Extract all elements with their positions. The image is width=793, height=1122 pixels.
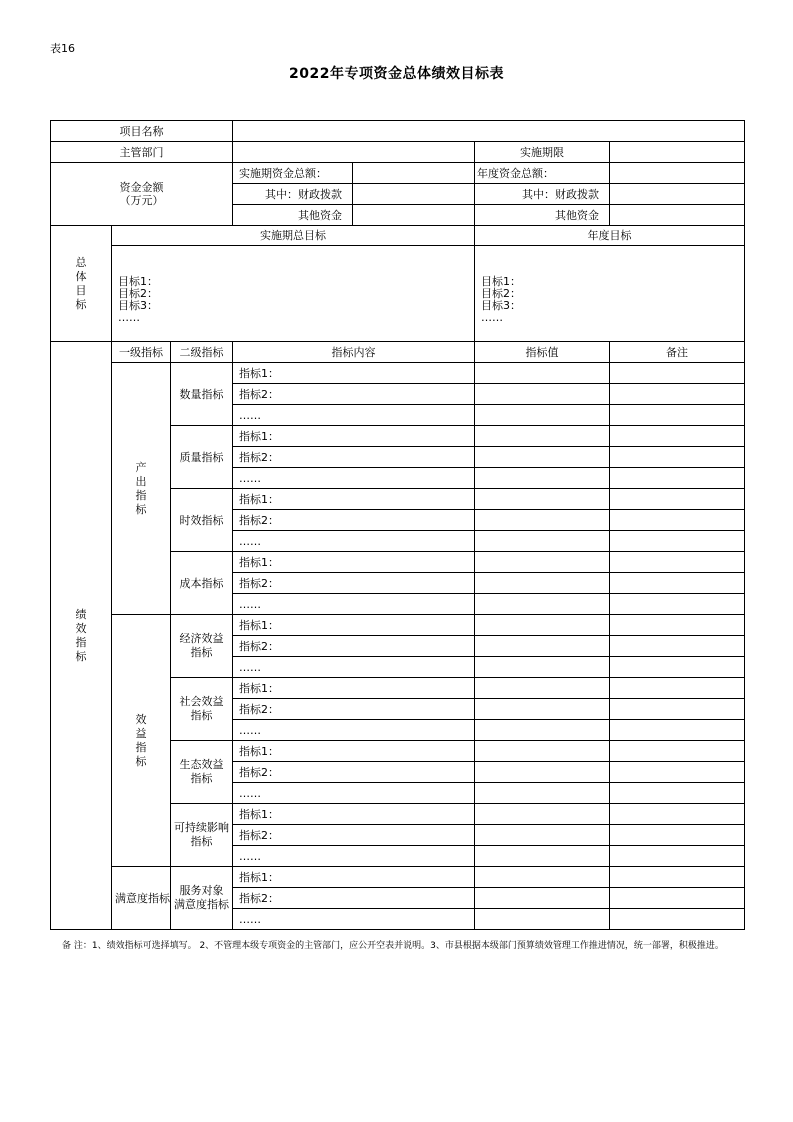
fund-amount-label: 资金金额 （万元） <box>51 163 233 226</box>
service-satisfaction-label: 服务对象 满意度指标 <box>171 867 233 930</box>
indicator-remark[interactable] <box>610 846 745 867</box>
indicator-remark[interactable] <box>610 678 745 699</box>
period-other-label: 其他资金 <box>233 205 353 226</box>
indicator-remark[interactable] <box>610 510 745 531</box>
col-level2: 二级指标 <box>171 342 233 363</box>
period-fiscal-value[interactable] <box>353 184 475 205</box>
project-name-value[interactable] <box>233 121 745 142</box>
indicator-remark[interactable] <box>610 909 745 930</box>
indicator-item[interactable]: 指标2： <box>233 888 475 909</box>
indicator-value[interactable] <box>475 909 610 930</box>
page-title: 2022年专项资金总体绩效目标表 <box>289 66 504 82</box>
indicator-item[interactable]: …… <box>233 783 475 804</box>
year-fiscal-value[interactable] <box>610 184 745 205</box>
indicator-item[interactable]: 指标1： <box>233 426 475 447</box>
cost-indicator-label: 成本指标 <box>171 552 233 615</box>
indicator-value[interactable] <box>475 720 610 741</box>
satisfaction-indicator-label: 满意度指标 <box>112 867 171 930</box>
indicator-item[interactable]: …… <box>233 594 475 615</box>
indicator-remark[interactable] <box>610 804 745 825</box>
indicator-item[interactable]: 指标2： <box>233 636 475 657</box>
indicator-remark[interactable] <box>610 720 745 741</box>
indicator-remark[interactable] <box>610 636 745 657</box>
indicator-remark[interactable] <box>610 825 745 846</box>
indicator-remark[interactable] <box>610 783 745 804</box>
benefit-indicator-label: 效 益 指 标 <box>112 615 171 867</box>
indicator-item[interactable]: 指标1： <box>233 741 475 762</box>
project-name-label: 项目名称 <box>51 121 233 142</box>
indicator-value[interactable] <box>475 825 610 846</box>
period-fiscal-label: 其中：财政拨款 <box>233 184 353 205</box>
year-goal-content[interactable]: 目标1： 目标2： 目标3： …… <box>475 246 745 342</box>
indicator-remark[interactable] <box>610 405 745 426</box>
period-goal-content[interactable]: 目标1： 目标2： 目标3： …… <box>112 246 475 342</box>
indicator-item[interactable]: 指标2： <box>233 825 475 846</box>
indicator-remark[interactable] <box>610 699 745 720</box>
indicator-remark[interactable] <box>610 468 745 489</box>
indicator-item[interactable]: 指标2： <box>233 699 475 720</box>
indicator-item[interactable]: 指标1： <box>233 615 475 636</box>
indicator-item[interactable]: 指标2： <box>233 447 475 468</box>
year-goal-header: 年度目标 <box>475 226 745 246</box>
indicator-value[interactable] <box>475 783 610 804</box>
indicator-remark[interactable] <box>610 657 745 678</box>
indicator-item[interactable]: …… <box>233 846 475 867</box>
indicator-value[interactable] <box>475 636 610 657</box>
indicator-item[interactable]: …… <box>233 531 475 552</box>
indicator-value[interactable] <box>475 762 610 783</box>
indicator-item[interactable]: 指标1： <box>233 552 475 573</box>
indicator-item[interactable]: 指标2： <box>233 384 475 405</box>
indicator-value[interactable] <box>475 846 610 867</box>
indicator-remark[interactable] <box>610 531 745 552</box>
period-total-label: 实施期资金总额： <box>233 163 353 184</box>
period-goal-header: 实施期总目标 <box>112 226 475 246</box>
indicator-remark[interactable] <box>610 384 745 405</box>
quantity-indicator-label: 数量指标 <box>171 363 233 426</box>
year-other-label: 其他资金 <box>475 205 610 226</box>
period-label: 实施期限 <box>475 142 610 163</box>
indicator-value[interactable] <box>475 552 610 573</box>
indicator-value[interactable] <box>475 888 610 909</box>
ecological-benefit-label: 生态效益 指标 <box>171 741 233 804</box>
overall-goal-label: 总 体 目 标 <box>51 226 112 342</box>
indicator-remark[interactable] <box>610 573 745 594</box>
indicator-remark[interactable] <box>610 552 745 573</box>
col-content: 指标内容 <box>233 342 475 363</box>
indicator-value[interactable] <box>475 657 610 678</box>
indicator-item[interactable]: 指标2： <box>233 510 475 531</box>
indicator-value[interactable] <box>475 489 610 510</box>
indicator-remark[interactable] <box>610 426 745 447</box>
indicator-item[interactable]: 指标1： <box>233 363 475 384</box>
indicator-remark[interactable] <box>610 741 745 762</box>
indicator-value[interactable] <box>475 867 610 888</box>
period-value[interactable] <box>610 142 745 163</box>
indicator-value[interactable] <box>475 615 610 636</box>
indicator-value[interactable] <box>475 741 610 762</box>
indicator-value[interactable] <box>475 804 610 825</box>
col-level1: 一级指标 <box>112 342 171 363</box>
indicator-item[interactable]: …… <box>233 405 475 426</box>
year-total-value[interactable] <box>610 163 745 184</box>
quality-indicator-label: 质量指标 <box>171 426 233 489</box>
indicator-item[interactable]: 指标1： <box>233 489 475 510</box>
indicator-item[interactable]: 指标1： <box>233 678 475 699</box>
indicator-value[interactable] <box>475 426 610 447</box>
social-benefit-label: 社会效益 指标 <box>171 678 233 741</box>
performance-goal-table <box>50 120 745 930</box>
indicator-value[interactable] <box>475 594 610 615</box>
indicator-remark[interactable] <box>610 762 745 783</box>
economic-benefit-label: 经济效益 指标 <box>171 615 233 678</box>
period-total-value[interactable] <box>353 163 475 184</box>
indicator-remark[interactable] <box>610 489 745 510</box>
indicator-value[interactable] <box>475 510 610 531</box>
indicator-value[interactable] <box>475 699 610 720</box>
indicator-item[interactable]: …… <box>233 909 475 930</box>
indicator-value[interactable] <box>475 447 610 468</box>
indicator-value[interactable] <box>475 405 610 426</box>
col-remark: 备注 <box>610 342 745 363</box>
indicator-value[interactable] <box>475 384 610 405</box>
indicator-value[interactable] <box>475 468 610 489</box>
indicator-remark[interactable] <box>610 447 745 468</box>
indicator-remark[interactable] <box>610 888 745 909</box>
indicator-remark[interactable] <box>610 363 745 384</box>
col-value: 指标值 <box>475 342 610 363</box>
table-number: 表16 <box>50 42 75 55</box>
timeliness-indicator-label: 时效指标 <box>171 489 233 552</box>
year-fiscal-label: 其中：财政拨款 <box>475 184 610 205</box>
indicator-remark[interactable] <box>610 615 745 636</box>
footnote: 备 注：1、绩效指标可选择填写。 2、不管理本级专项资金的主管部门，应公开空表并说明。3、市县根据本级部门预算绩效管理工作推进情况，统一部署，积极推进。 <box>62 941 724 951</box>
indicator-value[interactable] <box>475 531 610 552</box>
dept-value[interactable] <box>233 142 475 163</box>
indicator-item[interactable]: 指标2： <box>233 762 475 783</box>
sustainability-label: 可持续影响 指标 <box>171 804 233 867</box>
period-other-value[interactable] <box>353 205 475 226</box>
indicator-value[interactable] <box>475 573 610 594</box>
dept-label: 主管部门 <box>51 142 233 163</box>
indicator-item[interactable]: 指标1： <box>233 804 475 825</box>
indicator-remark[interactable] <box>610 867 745 888</box>
indicator-item[interactable]: 指标1： <box>233 867 475 888</box>
indicator-item[interactable]: …… <box>233 720 475 741</box>
indicator-item[interactable]: …… <box>233 468 475 489</box>
indicator-value[interactable] <box>475 363 610 384</box>
indicator-remark[interactable] <box>610 594 745 615</box>
indicator-item[interactable]: 指标2： <box>233 573 475 594</box>
indicator-value[interactable] <box>475 678 610 699</box>
year-total-label: 年度资金总额： <box>475 163 610 184</box>
output-indicator-label: 产 出 指 标 <box>112 363 171 615</box>
perf-indicator-label: 绩 效 指 标 <box>51 342 112 930</box>
year-other-value[interactable] <box>610 205 745 226</box>
indicator-item[interactable]: …… <box>233 657 475 678</box>
